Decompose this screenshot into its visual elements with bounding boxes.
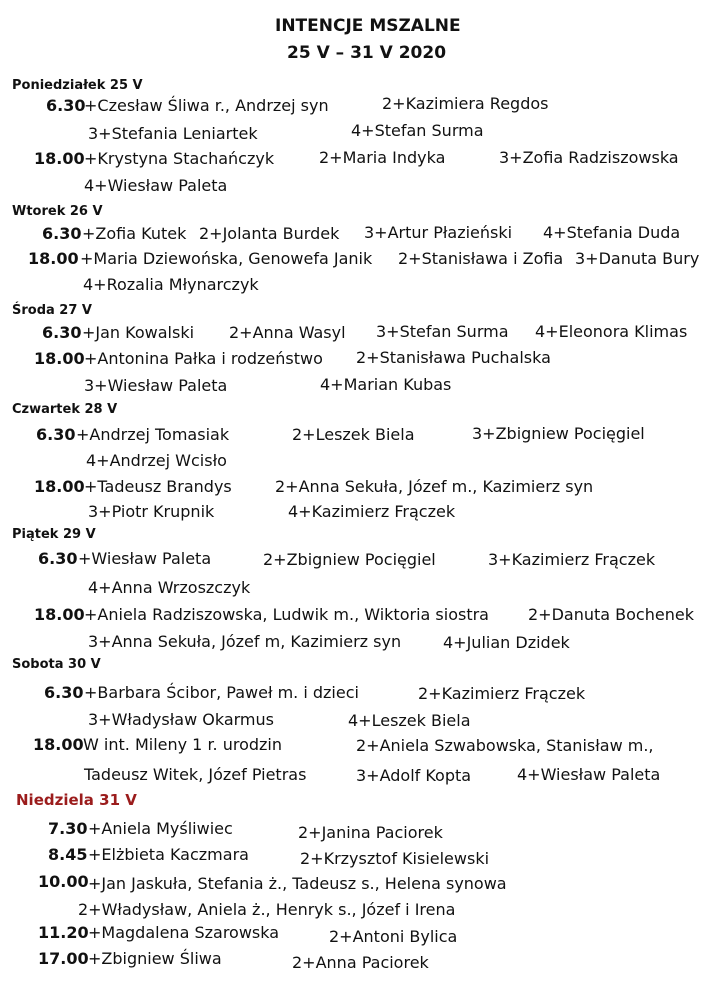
intention: 2+Władysław, Aniela ż., Henryk s., Józef i Irena [78, 900, 456, 919]
intention: 2+Danuta Bochenek [528, 605, 694, 624]
mass-time: 17.00 [38, 949, 89, 968]
mass-time: 11.20 [38, 923, 89, 942]
mass-time: 8.45 [48, 845, 88, 864]
intention: 4+Andrzej Wcisło [86, 451, 227, 470]
intention: 2+Stanisława Puchalska [356, 348, 551, 367]
intention: 4+Marian Kubas [320, 375, 452, 394]
mass-time: 18.00 [34, 477, 85, 496]
mass-time: 10.00 [38, 872, 89, 891]
intention: 2+Kazimiera Regdos [382, 94, 549, 113]
mass-time: 6.30 [38, 549, 78, 568]
intention: 2+Jolanta Burdek [199, 224, 340, 243]
intention: 4+Wiesław Paleta [517, 765, 661, 784]
intention: 3+Wiesław Paleta [84, 376, 228, 395]
intention: 2+Zbigniew Pocięgiel [263, 550, 436, 569]
intention: +Aniela Myśliwiec [88, 819, 233, 838]
day-heading: Sobota 30 V [12, 657, 101, 672]
mass-time: 7.30 [48, 819, 88, 838]
intention: 4+Julian Dzidek [443, 633, 570, 652]
mass-time: 18.00 [28, 249, 79, 268]
intention: 3+Adolf Kopta [356, 766, 472, 785]
intention: 2+Stanisława i Zofia [398, 249, 564, 268]
intention: +Jan Jaskuła, Stefania ż., Tadeusz s., Helena synowa [88, 874, 507, 893]
mass-time: 6.30 [44, 683, 84, 702]
intention: 2+Anna Sekuła, Józef m., Kazimierz syn [275, 477, 594, 496]
mass-time: 6.30 [36, 425, 76, 444]
mass-time: 6.30 [46, 96, 86, 115]
intention: Tadeusz Witek, Józef Pietras [84, 765, 307, 784]
day-heading: Środa 27 V [12, 303, 92, 318]
intention: +Jan Kowalski [82, 323, 195, 342]
mass-time: 18.00 [34, 605, 85, 624]
intention: 3+Władysław Okarmus [88, 710, 274, 729]
intention: 4+Leszek Biela [348, 711, 471, 730]
intention: 3+Zbigniew Pocięgiel [472, 424, 645, 443]
intention: +Wiesław Paleta [78, 549, 212, 568]
intention: 3+Piotr Krupnik [88, 502, 215, 521]
intention: 4+Stefan Surma [351, 121, 484, 140]
mass-time: 18.00 [33, 735, 84, 754]
intention: 2+Krzysztof Kisielewski [300, 849, 490, 868]
intention: 2+Janina Paciorek [298, 823, 443, 842]
day-heading: Czwartek 28 V [12, 402, 118, 417]
intention: +Zofia Kutek [82, 224, 187, 243]
mass-time: 18.00 [34, 349, 85, 368]
intention: 3+Anna Sekuła, Józef m, Kazimierz syn [88, 632, 402, 651]
intention: 2+Anna Wasyl [229, 323, 346, 342]
intention: 3+Zofia Radziszowska [499, 148, 679, 167]
intention: 2+Maria Indyka [319, 148, 446, 167]
intention: +Andrzej Tomasiak [76, 425, 230, 444]
mass-time: 18.00 [34, 149, 85, 168]
intention: 4+Stefania Duda [543, 223, 681, 242]
date-range: 25 V – 31 V 2020 [287, 43, 447, 63]
intention: 2+Kazimierz Frączek [418, 684, 586, 703]
intention: +Tadeusz Brandys [84, 477, 232, 496]
intention: 4+Wiesław Paleta [84, 176, 228, 195]
intention: +Czesław Śliwa r., Andrzej syn [84, 96, 329, 115]
intention: +Krystyna Stachańczyk [84, 149, 275, 168]
intention: +Barbara Ścibor, Paweł m. i dzieci [84, 683, 359, 702]
intention: 3+Artur Płazieński [364, 223, 513, 242]
intention: 4+Rozalia Młynarczyk [83, 275, 259, 294]
day-heading-sunday: Niedziela 31 V [16, 791, 137, 809]
intention: +Aniela Radziszowska, Ludwik m., Wiktoria siostra [84, 605, 489, 624]
mass-time: 6.30 [42, 323, 82, 342]
intention: 4+Anna Wrzoszczyk [88, 578, 251, 597]
intention: +Elżbieta Kaczmara [88, 845, 249, 864]
intention: 3+Danuta Bury [575, 249, 700, 268]
intention: W int. Mileny 1 r. urodzin [83, 735, 283, 754]
intention: 3+Kazimierz Frączek [488, 550, 656, 569]
intention: 2+Aniela Szwabowska, Stanisław m., [356, 736, 654, 755]
intention: 3+Stefania Leniartek [88, 124, 258, 143]
intention: 2+Antoni Bylica [329, 927, 458, 946]
page-title: INTENCJE MSZALNE [275, 16, 461, 36]
intention: 3+Stefan Surma [376, 322, 509, 341]
intention: +Magdalena Szarowska [88, 923, 280, 942]
day-heading: Poniedziałek 25 V [12, 78, 143, 93]
intention: +Zbigniew Śliwa [88, 949, 222, 968]
intention: 4+Kazimierz Frączek [288, 502, 456, 521]
intention: 4+Eleonora Klimas [535, 322, 688, 341]
intention: +Maria Dziewońska, Genowefa Janik [80, 249, 373, 268]
mass-time: 6.30 [42, 224, 82, 243]
intention: +Antonina Pałka i rodzeństwo [84, 349, 323, 368]
day-heading: Wtorek 26 V [12, 204, 103, 219]
intention: 2+Leszek Biela [292, 425, 415, 444]
intention: 2+Anna Paciorek [292, 953, 429, 972]
day-heading: Piątek 29 V [12, 527, 96, 542]
